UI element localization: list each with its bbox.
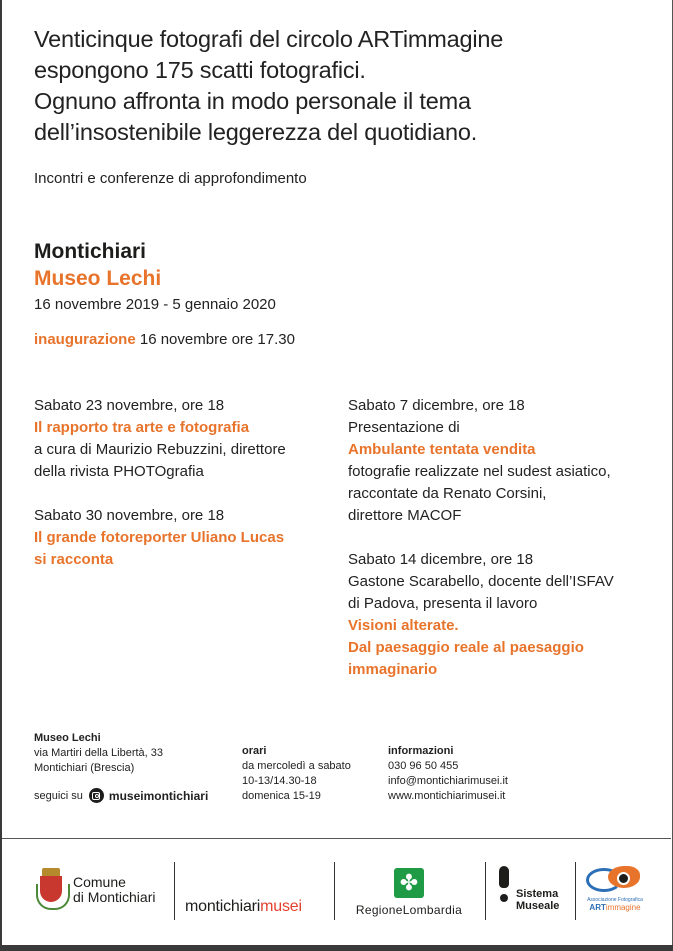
spacer	[34, 483, 334, 505]
comune-line: di Montichiari	[73, 889, 156, 905]
event-detail: di Padova, presenta il lavoro	[348, 595, 538, 612]
event-date: Sabato 23 novembre, ore 18	[34, 397, 225, 414]
info-block	[388, 744, 508, 804]
regione-lombardia-logo	[345, 868, 473, 917]
sistema-museale-logo	[498, 866, 559, 912]
inauguration	[34, 331, 295, 348]
event-detail: della rivista PHOTOgrafia	[34, 463, 204, 480]
artimmagine-tagline: Associazione Fotografica	[587, 897, 643, 903]
intro-line: Venticinque fotografi del circolo ARTimmagine	[34, 26, 504, 52]
sistema-line: Sistema	[516, 888, 559, 900]
event-title: Dal paesaggio reale al paesaggio	[348, 639, 584, 656]
sistema-line: Museale	[516, 900, 560, 912]
logo-separator	[575, 862, 576, 920]
address-town: Montichiari (Brescia)	[34, 762, 135, 774]
info-website[interactable]: www.montichiarimusei.it	[388, 790, 506, 802]
event-title: Il rapporto tra arte e fotografia	[34, 419, 250, 436]
eye-icon	[586, 862, 644, 894]
musei-logo-part: montichiari	[185, 898, 261, 915]
venue-city: Montichiari	[34, 240, 147, 263]
hours-line: domenica 15-19	[242, 790, 321, 802]
page-border-left	[0, 0, 2, 951]
exclamation-icon	[498, 866, 510, 912]
social-label: seguici su	[34, 789, 83, 802]
hours-line: 10-13/14.30-18	[242, 775, 317, 787]
address-name: Museo Lechi	[34, 732, 101, 744]
hours-block	[242, 744, 351, 804]
artimmagine-name	[585, 903, 645, 912]
comune-logo	[36, 868, 155, 912]
event-detail: a cura di Maurizio Rebuzzini, direttore	[34, 441, 286, 458]
spacer	[348, 527, 658, 549]
info-email[interactable]: info@montichiarimusei.it	[388, 775, 508, 787]
event-date: Sabato 30 novembre, ore 18	[34, 507, 225, 524]
info-phone: 030 96 50 455	[388, 760, 459, 772]
event-date: Sabato 7 dicembre, ore 18	[348, 397, 525, 414]
artimmagine-logo	[585, 862, 645, 912]
sistema-name	[516, 888, 559, 912]
social-follow[interactable]	[34, 788, 208, 803]
intro-line: dell’insostenibile leggerezza del quotidiano.	[34, 119, 478, 145]
hours-line: da mercoledì a sabato	[242, 760, 351, 772]
footer-divider	[2, 838, 671, 839]
event-title: immaginario	[348, 661, 438, 678]
event-title: Ambulante tentata vendita	[348, 441, 536, 458]
coat-of-arms-icon	[36, 868, 66, 912]
intro-line: espongono 175 scatti fotografici.	[34, 57, 366, 83]
event-intro: Presentazione di	[348, 419, 460, 436]
venue-museum: Museo Lechi	[34, 267, 162, 290]
exhibition-dates: 16 novembre 2019 - 5 gennaio 2020	[34, 296, 276, 313]
intro-paragraph	[34, 24, 654, 148]
artimmagine-part: immagine	[605, 903, 641, 912]
address-block	[34, 731, 163, 776]
event-title: Il grande fotoreporter Uliano Lucas	[34, 529, 285, 546]
musei-logo-part: musei	[260, 898, 302, 915]
inauguration-label: inaugurazione	[34, 331, 136, 348]
event-detail: raccontate da Renato Corsini,	[348, 485, 547, 502]
page-border-bottom	[0, 945, 673, 951]
address-street: via Martiri della Libertà, 33	[34, 747, 164, 759]
comune-name	[73, 875, 155, 905]
logo-separator	[174, 862, 175, 920]
comune-line: Comune	[73, 874, 126, 890]
event-title: si racconta	[34, 551, 114, 568]
event-detail: Gastone Scarabello, docente dell’ISFAV	[348, 573, 614, 590]
lombardia-rose-icon: ✤	[394, 868, 424, 898]
artimmagine-part: ART	[589, 903, 606, 912]
events-left-column	[34, 395, 334, 571]
social-handle[interactable]: museimontichiari	[108, 788, 209, 803]
event-detail: direttore MACOF	[348, 507, 462, 524]
event-date: Sabato 14 dicembre, ore 18	[348, 551, 534, 568]
hours-heading: orari	[242, 745, 267, 757]
subtitle: Incontri e conferenze di approfondimento	[34, 170, 307, 187]
logo-separator	[334, 862, 335, 920]
instagram-icon	[89, 788, 104, 803]
events-right-column	[348, 395, 658, 681]
intro-line: Ognuno affronta in modo personale il tema	[34, 88, 471, 114]
event-title: Visioni alterate.	[348, 617, 459, 634]
montichiari-musei-logo	[185, 898, 302, 916]
regione-name: RegioneLombardia	[355, 903, 463, 917]
info-heading: informazioni	[388, 745, 454, 757]
inauguration-value: 16 novembre ore 17.30	[139, 331, 295, 348]
logo-separator	[485, 862, 486, 920]
event-detail: fotografie realizzate nel sudest asiatico,	[348, 463, 611, 480]
